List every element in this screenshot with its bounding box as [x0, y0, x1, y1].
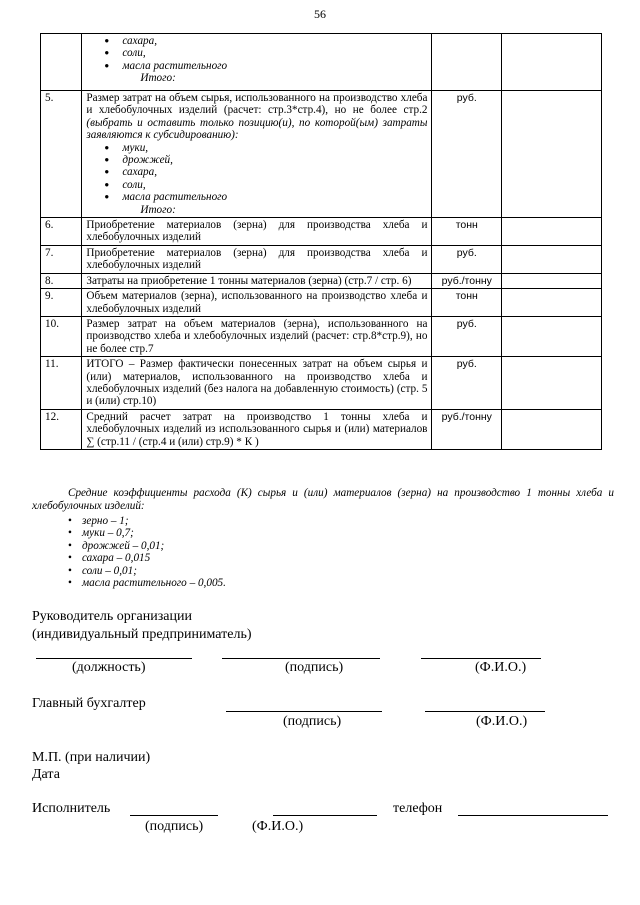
- total-label: Итого:: [140, 72, 176, 85]
- executor-fio-line[interactable]: [273, 815, 377, 816]
- list-item: ● сахара,: [104, 35, 427, 47]
- unit-cell: руб./тонну: [432, 273, 502, 288]
- list-item: • соли – 0,01;: [68, 565, 226, 577]
- ingredient-list: [86, 35, 427, 72]
- fio-caption: (Ф.И.О.): [475, 660, 527, 675]
- fio-line[interactable]: [421, 658, 541, 659]
- value-cell: [502, 91, 602, 218]
- chief-accountant-label: Главный бухгалтер: [32, 696, 146, 711]
- signature-caption: (подпись): [145, 819, 204, 834]
- coefficients-note: Средние коэффициенты расхода (К) сырья и (или) материалов (зерна) на производство 1 тонны хлеба и хлебобулочных изделий:: [32, 487, 614, 512]
- list-item: ● масла растительного: [104, 191, 427, 203]
- head-title: Руководитель организации: [32, 609, 192, 624]
- row-number: 5.: [41, 91, 82, 218]
- unit-cell: тонн: [432, 218, 502, 246]
- list-item: ● масла растительного: [104, 60, 427, 72]
- phone-label: телефон: [393, 801, 443, 816]
- list-item: • зерно – 1;: [68, 515, 226, 527]
- row-number: 7.: [41, 245, 82, 273]
- list-item: ● соли,: [104, 47, 427, 59]
- executor-label: Исполнитель: [32, 801, 111, 816]
- row-number: 8.: [41, 273, 82, 288]
- row-text: Размер затрат на объем материалов (зерна), использованного на производство хлеба и хлебобулочных изделий (расчет: стр.8*стр.9), но не более стр.7: [82, 316, 432, 356]
- value-cell: [502, 316, 602, 356]
- row-number: 10.: [41, 316, 82, 356]
- table-row: [41, 34, 602, 91]
- row-text-italic: (выбрать и оставить только позицию(и), по которой(ым) затраты заявляются к субсидированию):: [86, 116, 428, 142]
- value-cell: [502, 218, 602, 246]
- phone-line[interactable]: [458, 815, 608, 816]
- table-row: [41, 316, 602, 356]
- table-row: [41, 289, 602, 317]
- stamp-label: М.П. (при наличии): [32, 750, 151, 765]
- list-item: ● дрожжей,: [104, 154, 427, 166]
- row-text: Приобретение материалов (зерна) для производства хлеба и хлебобулочных изделий: [82, 245, 432, 273]
- signature-caption: (подпись): [283, 714, 342, 729]
- executor-signature-line[interactable]: [130, 815, 218, 816]
- signature-line[interactable]: [222, 658, 380, 659]
- value-cell: [502, 357, 602, 410]
- table-row: [41, 91, 602, 218]
- value-cell: [502, 409, 602, 449]
- table-row: [41, 218, 602, 246]
- coefficients-list: [68, 515, 226, 589]
- row-text: Средний расчет затрат на производство 1 тонны хлеба и хлебобулочных изделий из использованного сырья и (или) материалов ∑ (стр.11 / (стр.4 и (или) стр.9) * К ): [82, 409, 432, 449]
- row-text: ИТОГО – Размер фактически понесенных затрат на объем сырья и (или) материалов, использованного на производство хлеба и хлебобулочных изделий (без налога на добавленную стоимость) (стр. 5 и (или) стр.10): [82, 357, 432, 410]
- date-label: Дата: [32, 767, 60, 782]
- ingredient-list: [86, 142, 427, 204]
- page-number: 56: [314, 7, 326, 21]
- signature-caption: (подпись): [285, 660, 344, 675]
- row-number: 12.: [41, 409, 82, 449]
- fio-caption: (Ф.И.О.): [252, 819, 304, 834]
- accountant-signature-line[interactable]: [226, 711, 382, 712]
- total-label: Итого:: [140, 203, 176, 216]
- table-row: [41, 409, 602, 449]
- row-text: Размер затрат на объем сырья, использованного на производство хлеба и хлебобулочных изделий (расчет: стр.3*стр.4), но не более стр.2: [86, 92, 428, 117]
- unit-cell: тонн: [432, 289, 502, 317]
- position-line[interactable]: [36, 658, 192, 659]
- row-number: 9.: [41, 289, 82, 317]
- unit-cell: руб.: [432, 91, 502, 218]
- unit-cell: руб./тонну: [432, 409, 502, 449]
- row-number: 6.: [41, 218, 82, 246]
- position-caption: (должность): [72, 660, 146, 675]
- accountant-fio-line[interactable]: [425, 711, 545, 712]
- unit-cell: руб.: [432, 357, 502, 410]
- value-cell: [502, 273, 602, 288]
- row-number: 11.: [41, 357, 82, 410]
- list-item: ● соли,: [104, 179, 427, 191]
- table-row: [41, 273, 602, 288]
- list-item: ● муки,: [104, 142, 427, 154]
- value-cell: [502, 289, 602, 317]
- row-text: Затраты на приобретение 1 тонны материалов (зерна) (стр.7 / стр. 6): [82, 273, 432, 288]
- list-item: • масла растительного – 0,005.: [68, 577, 226, 589]
- cost-table: [40, 33, 602, 450]
- unit-cell: руб.: [432, 316, 502, 356]
- list-item: • дрожжей – 0,01;: [68, 540, 226, 552]
- unit-cell: руб.: [432, 245, 502, 273]
- row-text: Приобретение материалов (зерна) для производства хлеба и хлебобулочных изделий: [82, 218, 432, 246]
- list-item: • сахара – 0,015: [68, 552, 226, 564]
- value-cell: [502, 245, 602, 273]
- head-subtitle: (индивидуальный предприниматель): [32, 627, 252, 642]
- row-text: Объем материалов (зерна), использованного на производство хлеба и хлебобулочных изделий: [82, 289, 432, 317]
- table-row: [41, 245, 602, 273]
- list-item: • муки – 0,7;: [68, 527, 226, 539]
- table-row: [41, 357, 602, 410]
- list-item: ● сахара,: [104, 166, 427, 178]
- fio-caption: (Ф.И.О.): [476, 714, 528, 729]
